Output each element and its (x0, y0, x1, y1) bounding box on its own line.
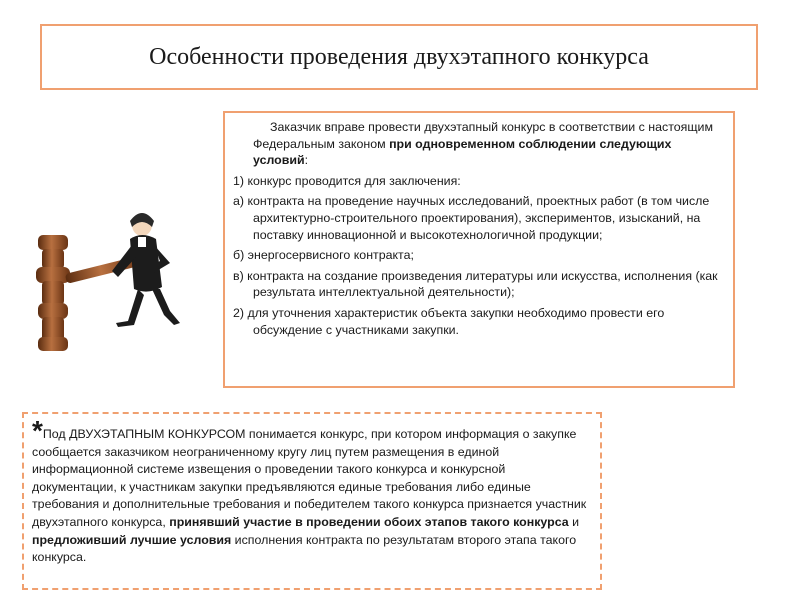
conditions-intro-bold: при одновременном соблюдении следующих условий (253, 136, 672, 168)
title-box (40, 24, 758, 90)
page-title: Особенности проведения двухэтапного конкурса (149, 43, 649, 70)
definition-bold-2: предложивший лучшие условия (32, 532, 232, 547)
gavel-head-icon (36, 235, 70, 351)
judge-figure-icon (112, 213, 180, 327)
condition-item-2: 2) для уточнения характеристик объекта закупки необходимо провести его обсуждение с участниками закупки. (233, 305, 665, 337)
definition-bold-1: принявший участие в проведении обоих этапов такого конкурса (169, 514, 569, 529)
asterisk-icon: * (32, 415, 43, 446)
condition-item-v: в) контракта на создание произведения литературы или искусства, исполнения (как результата интеллектуальной деятельности); (233, 268, 718, 300)
condition-item-a: а) контракта на проведение научных исследований, проектных работ (в том числе архитектурно-строительного проектирования), экспериментов, изысканий, на поставку инновационной и высокотехнологичной продукции; (233, 194, 710, 242)
definition-text: *Под ДВУХЭТАПНЫМ КОНКУРСОМ понимается конкурс, при котором информация о закупке сообщается заказчиком неограниченному кругу лиц путем размещения в единой информационной системе извещения о проведении такого конкурса и конкурсной документации, к участникам закупки предъявляются единые требования либо единые требования и дополнительные требования и победителем такого конкурса признается участник двухэтапного конкурса, принявший участие в проведении обоих этапов такого конкурса и предложивший лучшие условия исполнения контракта по результатам второго этапа такого конкурса. (32, 415, 587, 565)
definition-box (22, 412, 602, 590)
conditions-intro: Заказчик вправе провести двухэтапный конкурс в соответствии с настоящим Федеральным законом при одновременном соблюдении следующих условий: (253, 120, 713, 168)
conditions-box (223, 111, 735, 388)
condition-item-b: б) энергосервисного контракта; (233, 248, 414, 263)
condition-item-1: 1) конкурс проводится для заключения: (233, 173, 461, 188)
judge-gavel-illustration (30, 205, 220, 365)
